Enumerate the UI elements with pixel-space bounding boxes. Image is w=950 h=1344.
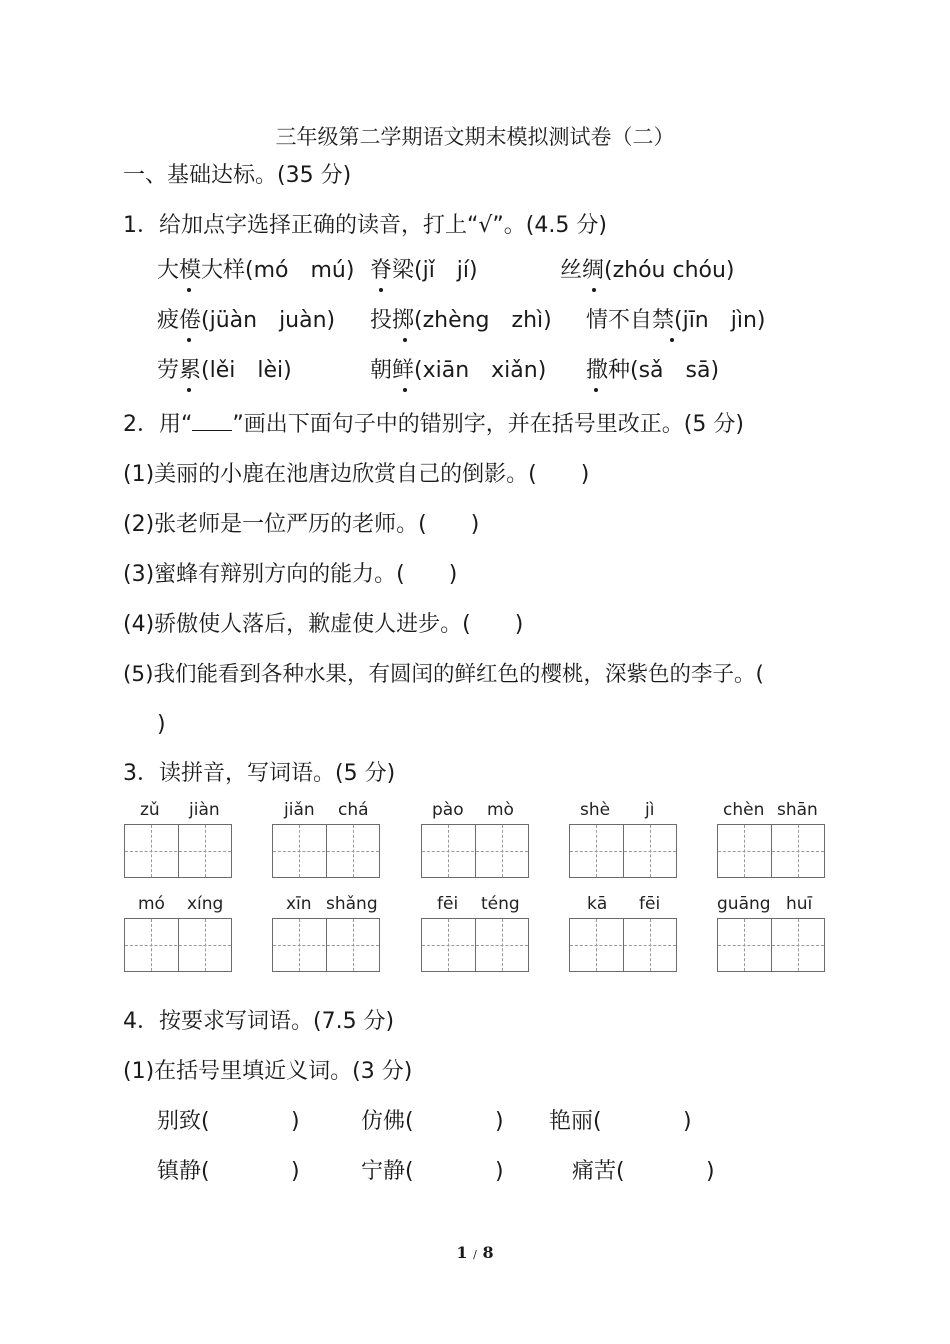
pinyin-syllable: kā [587,894,608,914]
page-number [0,1243,950,1262]
pinyin-syllable: fēi [437,894,459,914]
writing-grid[interactable] [717,824,825,878]
total-pages: 8 [482,1243,494,1262]
q2-item: (1)美丽的小鹿在池唐边欣赏自己的倒影。( ) [123,462,590,487]
synonym-word: 艳丽( [549,1109,602,1134]
pinyin-syllable: xíng [187,894,224,914]
q2-item: (2)张老师是一位严历的老师。( ) [123,512,480,537]
current-page: 1 [456,1243,468,1262]
pinyin-syllable: jiàn [189,800,220,820]
writing-grid[interactable] [421,824,529,878]
q3-prompt: 3．读拼音，写词语。(5 分) [123,761,396,786]
q4-prompt: 4．按要求写词语。(7.5 分) [123,1009,395,1034]
synonym-blank-close[interactable]: ) [291,1159,300,1184]
pinyin-syllable: pào [432,800,464,820]
pinyin-syllable: xīn [286,894,312,914]
writing-grid[interactable] [421,918,529,972]
pinyin-syllable: mó [138,894,165,914]
pinyin-syllable: huī [786,894,813,914]
q2-item: (3)蜜蜂有辩别方向的能力。( ) [123,562,458,587]
pinyin-syllable: shè [580,800,611,820]
page-separator: / [473,1248,477,1261]
q1-item: 丝绸(zhóu chóu) [560,258,735,283]
synonym-word: 镇静( [157,1159,210,1184]
q2-prompt-end: ”画出下面句子中的错别字，并在括号里改正。(5 分) [232,412,744,437]
writing-grid[interactable] [569,824,677,878]
q1-prompt: 1．给加点字选择正确的读音，打上“√”。(4.5 分) [123,213,607,238]
emphasis-dot [187,288,191,292]
q2-item: (5)我们能看到各种水果，有圆闰的鲜红色的樱桃，深紫色的李子。( [123,662,764,687]
q1-item: 脊梁(jǐ jí) [370,258,478,283]
pinyin-syllable: jì [645,800,655,820]
synonym-blank-close[interactable]: ) [706,1159,715,1184]
q2-prompt-start: 2．用“ [123,412,193,437]
writing-grid[interactable] [124,824,232,878]
pinyin-syllable: shān [777,800,818,820]
synonym-word: 宁静( [361,1159,414,1184]
emphasis-dot [379,288,383,292]
emphasis-dot [592,288,596,292]
pinyin-syllable: téng [481,894,520,914]
pinyin-syllable: chá [338,800,369,820]
synonym-blank-close[interactable]: ) [683,1109,692,1134]
synonym-word: 别致( [157,1109,210,1134]
synonym-blank-close[interactable]: ) [291,1109,300,1134]
emphasis-dot [670,338,674,342]
exam-title: 三年级第二学期语文期末模拟测试卷（二） [275,125,675,149]
q1-item: 情不自禁(jīn jìn) [586,308,766,333]
emphasis-dot [187,338,191,342]
pinyin-syllable: jiǎn [284,800,315,820]
emphasis-dot [594,388,598,392]
q1-item: 劳累(lěi lèi) [157,358,292,383]
q2-item: (4)骄傲使人落后，歉虚使人进步。( ) [123,612,524,637]
q1-item: 疲倦(jüàn juàn) [157,308,336,333]
q1-item: 大模大样(mó mú) [157,258,355,283]
q2-item-continued: ) [157,712,166,737]
synonym-blank-close[interactable]: ) [495,1109,504,1134]
pinyin-syllable: mò [487,800,514,820]
underline-sample [192,412,232,431]
emphasis-dot [187,388,191,392]
q4-sub1: (1)在括号里填近义词。(3 分) [123,1059,413,1084]
synonym-blank-close[interactable]: ) [495,1159,504,1184]
pinyin-syllable: fēi [639,894,661,914]
q1-item: 朝鲜(xiān xiǎn) [370,358,547,383]
pinyin-syllable: shǎng [326,894,378,914]
pinyin-syllable: zǔ [140,800,160,820]
writing-grid[interactable] [569,918,677,972]
q1-item: 投掷(zhèng zhì) [370,308,552,333]
writing-grid[interactable] [124,918,232,972]
pinyin-syllable: chèn [723,800,765,820]
pinyin-syllable: guāng [717,894,771,914]
writing-grid[interactable] [717,918,825,972]
emphasis-dot [403,338,407,342]
synonym-word: 痛苦( [572,1159,625,1184]
section-heading: 一、基础达标。(35 分) [123,163,352,188]
q2-prompt [123,410,744,440]
writing-grid[interactable] [272,824,380,878]
writing-grid[interactable] [272,918,380,972]
emphasis-dot [403,388,407,392]
synonym-word: 仿佛( [361,1109,414,1134]
q1-item: 撒种(sǎ sā) [586,358,720,383]
